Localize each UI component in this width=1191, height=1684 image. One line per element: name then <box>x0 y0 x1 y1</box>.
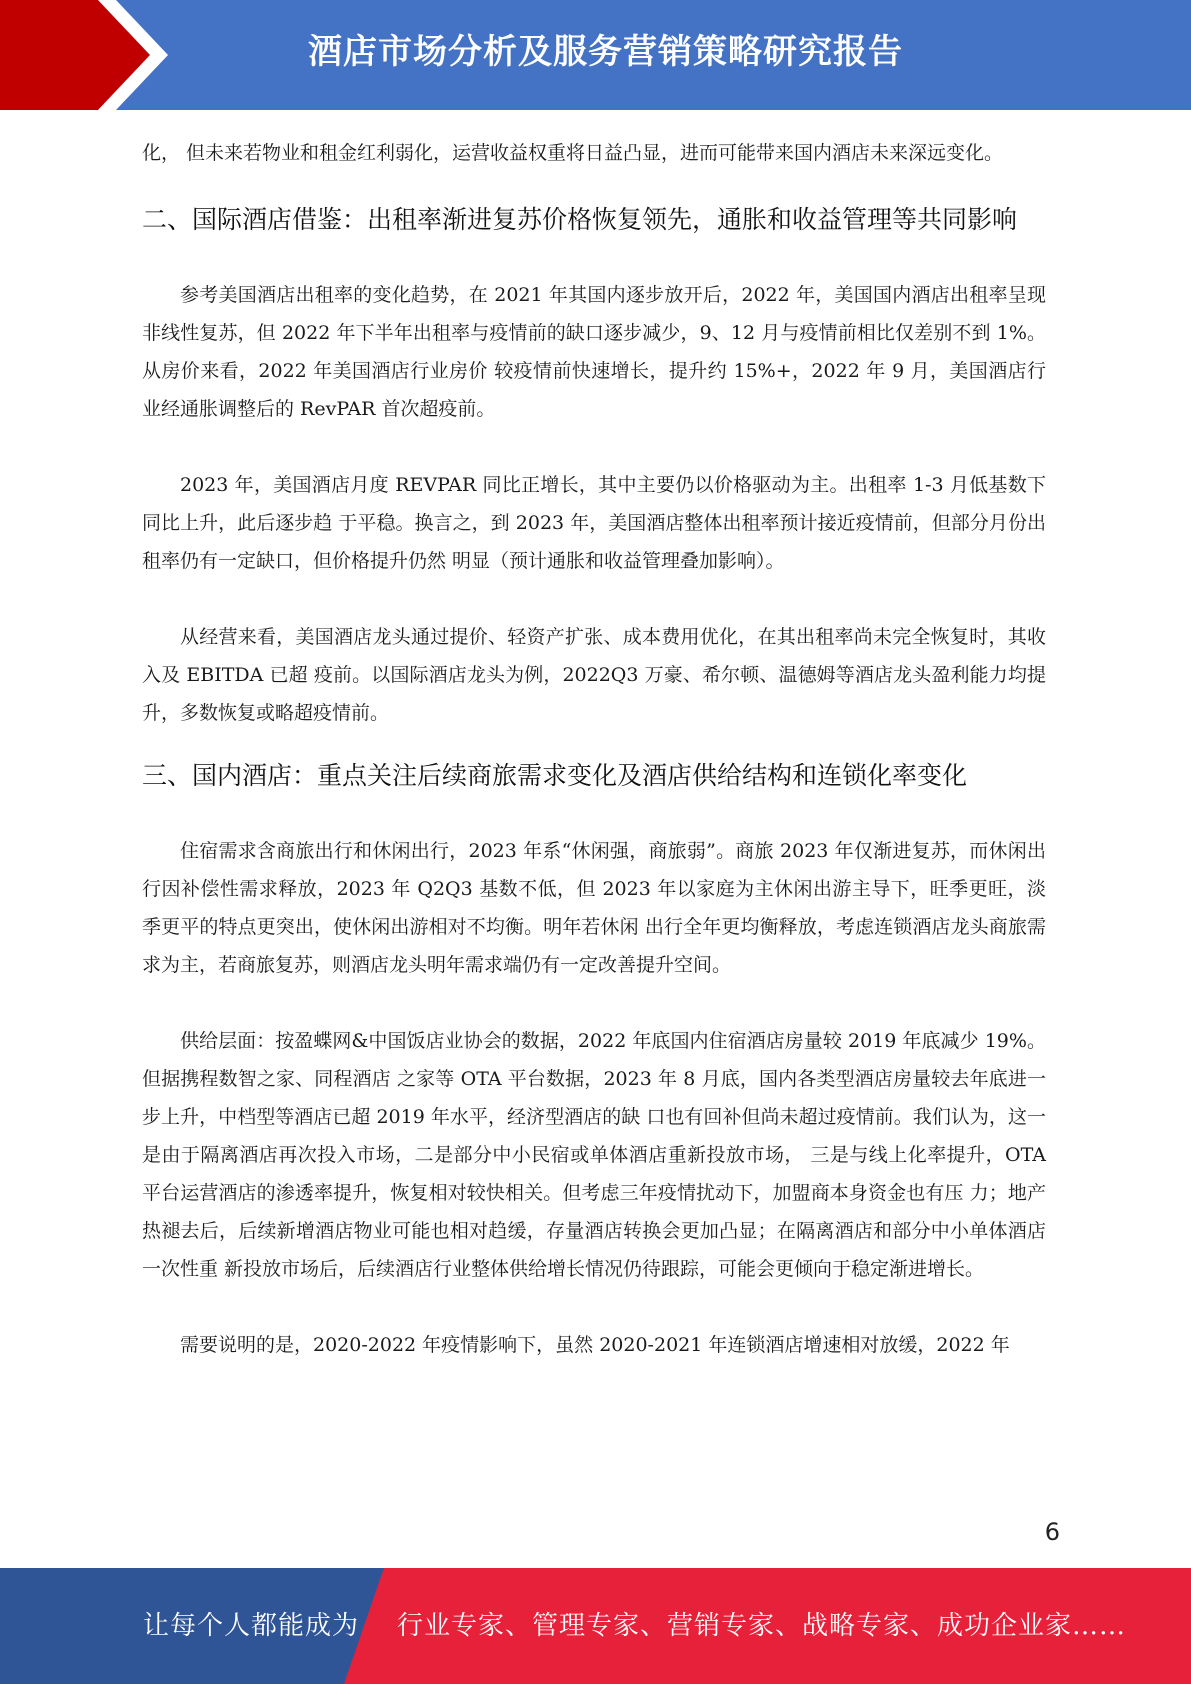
paragraph: 2023 年，美国酒店月度 REVPAR 同比正增长，其中主要仍以价格驱动为主。出租率 1-3 月低基数下同比上升，此后逐步趋 于平稳。换言之，到 2023 年，美国酒店整体出租率预计接近疫情前，但部分月份出租率仍有一定缺口，但价格提升仍然 明显（预计通胀和收益管理叠加影响）。 <box>142 474 1046 572</box>
page-header <box>0 0 1191 110</box>
paragraph: 从经营来看，美国酒店龙头通过提价、轻资产扩张、成本费用优化，在其出租率尚未完全恢复时，其收入及 EBITDA 已超 疫前。以国际酒店龙头为例，2022Q3 万豪、希尔顿、温德姆等酒店龙头盈利能力均提升，多数恢复或略超疫情前。 <box>142 626 1046 724</box>
section-heading-3: 三、国内酒店：重点关注后续商旅需求变化及酒店供给结构和连锁化率变化 <box>142 761 968 790</box>
report-title: 酒店市场分析及服务营销策略研究报告 <box>308 32 903 72</box>
page-number: 6 <box>1044 1518 1060 1546</box>
page-footer <box>0 1568 1191 1684</box>
paragraph-intro: 化， 但未来若物业和租金红利弱化，运营收益权重将日益凸显，进而可能带来国内酒店未来深远变化。 <box>142 142 1004 164</box>
footer-slogan-right: 行业专家、管理专家、营销专家、战略专家、成功企业家…… <box>397 1611 1127 1641</box>
section-heading-2: 二、国际酒店借鉴：出租率渐进复苏价格恢复领先，通胀和收益管理等共同影响 <box>142 205 1018 234</box>
document-body <box>142 134 1046 1364</box>
paragraph: 需要说明的是，2020-2022 年疫情影响下，虽然 2020-2021 年连锁酒店增速相对放缓，2022 年 <box>180 1334 1010 1356</box>
paragraph: 供给层面：按盈蝶网&中国饭店业协会的数据，2022 年底国内住宿酒店房量较 2019 年底减少 19%。但据携程数智之家、同程酒店 之家等 OTA 平台数据，2023 年 8 月底，国内各类型酒店房量较去年底进一步上升，中档型等酒店已超 2019 年水平，经济型酒店的缺 口也有回补但尚未超过疫情前。我们认为，这一是由于隔离酒店再次投入市场，二是部分中小民宿或单体酒店重新投放市场， 三是与线上化率提升，OTA 平台运营酒店的渗透率提升，恢复相对较快相关。但考虑三年疫情扰动下，加盟商本身资金也有压 力；地产热褪去后，后续新增酒店物业可能也相对趋缓，存量酒店转换会更加凸显；在隔离酒店和部分中小单体酒店一次性重 新投放市场后，后续酒店行业整体供给增长情况仍待跟踪，可能会更倾向于稳定渐进增长。 <box>142 1030 1046 1280</box>
paragraph: 住宿需求含商旅出行和休闲出行，2023 年系“休闲强，商旅弱”。商旅 2023 年仅渐进复苏，而休闲出行因补偿性需求释放，2023 年 Q2Q3 基数不低，但 2023 年以家庭为主休闲出游主导下，旺季更旺，淡季更平的特点更突出，使休闲出游相对不均衡。明年若休闲 出行全年更均衡释放，考虑连锁酒店龙头商旅需求为主，若商旅复苏，则酒店龙头明年需求端仍有一定改善提升空间。 <box>142 840 1046 976</box>
footer-slogan-left: 让每个人都能成为 <box>143 1611 360 1641</box>
paragraph: 参考美国酒店出租率的变化趋势，在 2021 年其国内逐步放开后，2022 年，美国国内酒店出租率呈现非线性复苏，但 2022 年下半年出租率与疫情前的缺口逐步减少，9、12 月与疫情前相比仅差别不到 1%。从房价来看，2022 年美国酒店行业房价 较疫情前快速增长，提升约 15%+，2022 年 9 月，美国酒店行业经通胀调整后的 RevPAR 首次超疫前。 <box>142 284 1046 420</box>
